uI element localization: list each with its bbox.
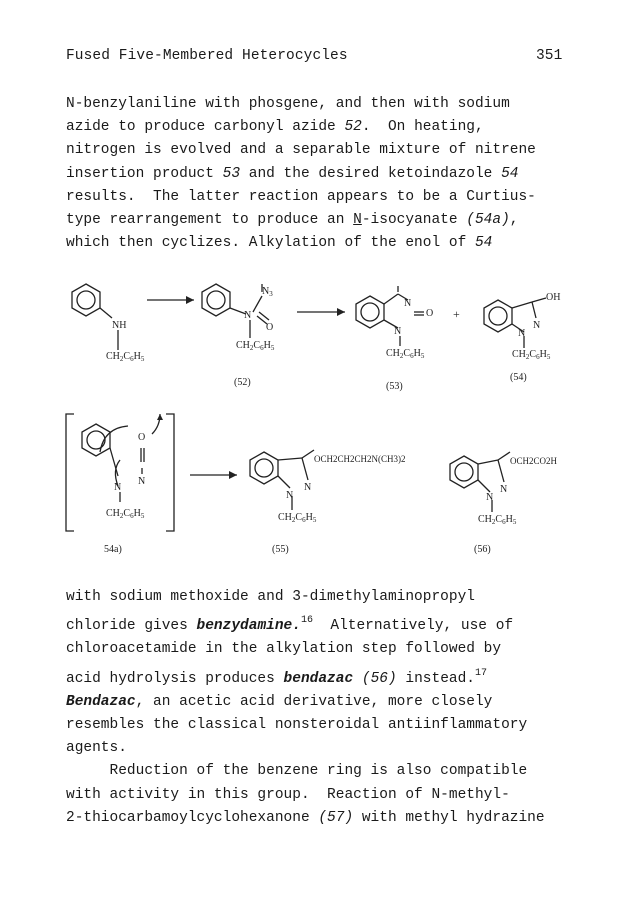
- running-title: Fused Five-Membered Heterocycles: [66, 48, 348, 64]
- n-label: N: [138, 476, 146, 487]
- nitrene-insertion-structure: [356, 286, 424, 346]
- n-label: N: [404, 298, 412, 309]
- arrowhead-icon: [157, 414, 163, 420]
- nh-label: NH: [112, 320, 127, 331]
- oh-label: OH: [546, 292, 561, 303]
- text-line: results. The latter reaction appears to be a Curtius-: [66, 188, 536, 205]
- isocyanate-bracket: [66, 414, 174, 531]
- compound-label-54a: 54a): [104, 544, 122, 555]
- compound-label-55: (55): [272, 544, 289, 555]
- text-line: resembles the classical nonsteroidal antiinflammatory: [66, 717, 528, 734]
- text-line: chloroacetamide in the alkylation step followed by: [66, 641, 502, 658]
- text-line: chloride gives benzydamine.$^{16}$ Alternatively, use of: [66, 615, 514, 635]
- text-line: which then cyclizes. Alkylation of the enol of 54: [66, 235, 493, 252]
- n-label: N: [304, 482, 312, 493]
- o-label: O: [426, 308, 434, 319]
- page-number: 351: [536, 48, 563, 64]
- n-label: N: [394, 326, 402, 337]
- text-line: 2-thiocarbamoylcyclohexanone (57) with methyl hydrazine: [66, 809, 545, 826]
- n-label: N: [114, 482, 122, 493]
- n-label: N: [533, 320, 541, 331]
- compound-label-56: (56): [474, 544, 491, 555]
- dimethylaminopropoxy-label: OCH2CH2CH2N(CH3)2: [314, 454, 406, 464]
- ketoindazole-structure: [484, 298, 546, 348]
- benzydamine-structure: [250, 450, 314, 510]
- text-line: Bendazac, an acetic acid derivative, more closely: [66, 693, 493, 710]
- benzyl-label: $CH_2C_6H_5$: [278, 512, 317, 524]
- text-line: N-benzylaniline with phosgene, and then with sodium: [66, 96, 510, 112]
- o-label: O: [266, 322, 274, 333]
- text-line: insertion product 53 and the desired ketoindazole 54: [66, 165, 519, 182]
- text-line: agents.: [66, 740, 127, 757]
- paragraph-2: [66, 586, 586, 830]
- text-line: azide to produce carbonyl azide 52. On heating,: [66, 119, 484, 136]
- compound-label-54: (54): [510, 372, 527, 383]
- benzyl-label: $CH_2C_6H_5$: [478, 514, 517, 526]
- text-line: with activity in this group. Reaction of N-methyl-: [66, 786, 510, 803]
- text-line: Reduction of the benzene ring is also compatible: [66, 763, 528, 780]
- n-label: N: [286, 490, 294, 501]
- text-line: nitrogen is evolved and a separable mixture of nitrene: [66, 142, 536, 159]
- compound-label-53: (53): [386, 381, 403, 392]
- benzyl-label: $CH_2C_6H_5$: [236, 340, 275, 352]
- text-line: acid hydrolysis produces bendazac (56) instead.$^{17}$: [66, 667, 488, 687]
- benzyl-label: $CH_2C_6H_5$: [106, 508, 145, 520]
- isocyanate-structure: [82, 414, 160, 502]
- benzylaniline-structure: [72, 284, 118, 350]
- text-line: type rearrangement to produce an N-isocyanate (54a),: [66, 212, 519, 229]
- paragraph-1: [66, 93, 586, 255]
- carbonyl-azide-structure: [202, 284, 269, 338]
- n-label: N: [500, 484, 508, 495]
- plus-sign: +: [453, 307, 460, 321]
- text-line: with sodium methoxide and 3-dimethylaminopropyl: [66, 589, 475, 605]
- o-label: O: [138, 432, 146, 443]
- n-label: N: [518, 328, 526, 339]
- bendazac-structure: [450, 452, 510, 512]
- oxyacetic-acid-label: OCH2CO2H: [510, 456, 558, 466]
- benzyl-label: $CH_2C_6H_5$: [106, 351, 145, 363]
- benzyl-label: $CH_2C_6H_5$: [386, 348, 425, 360]
- compound-label-52: (52): [234, 377, 251, 388]
- n-label: N: [486, 492, 494, 503]
- n-label: N: [244, 310, 252, 321]
- benzyl-label: $CH_2C_6H_5$: [512, 349, 551, 361]
- azide-label: $N_3$: [262, 286, 273, 298]
